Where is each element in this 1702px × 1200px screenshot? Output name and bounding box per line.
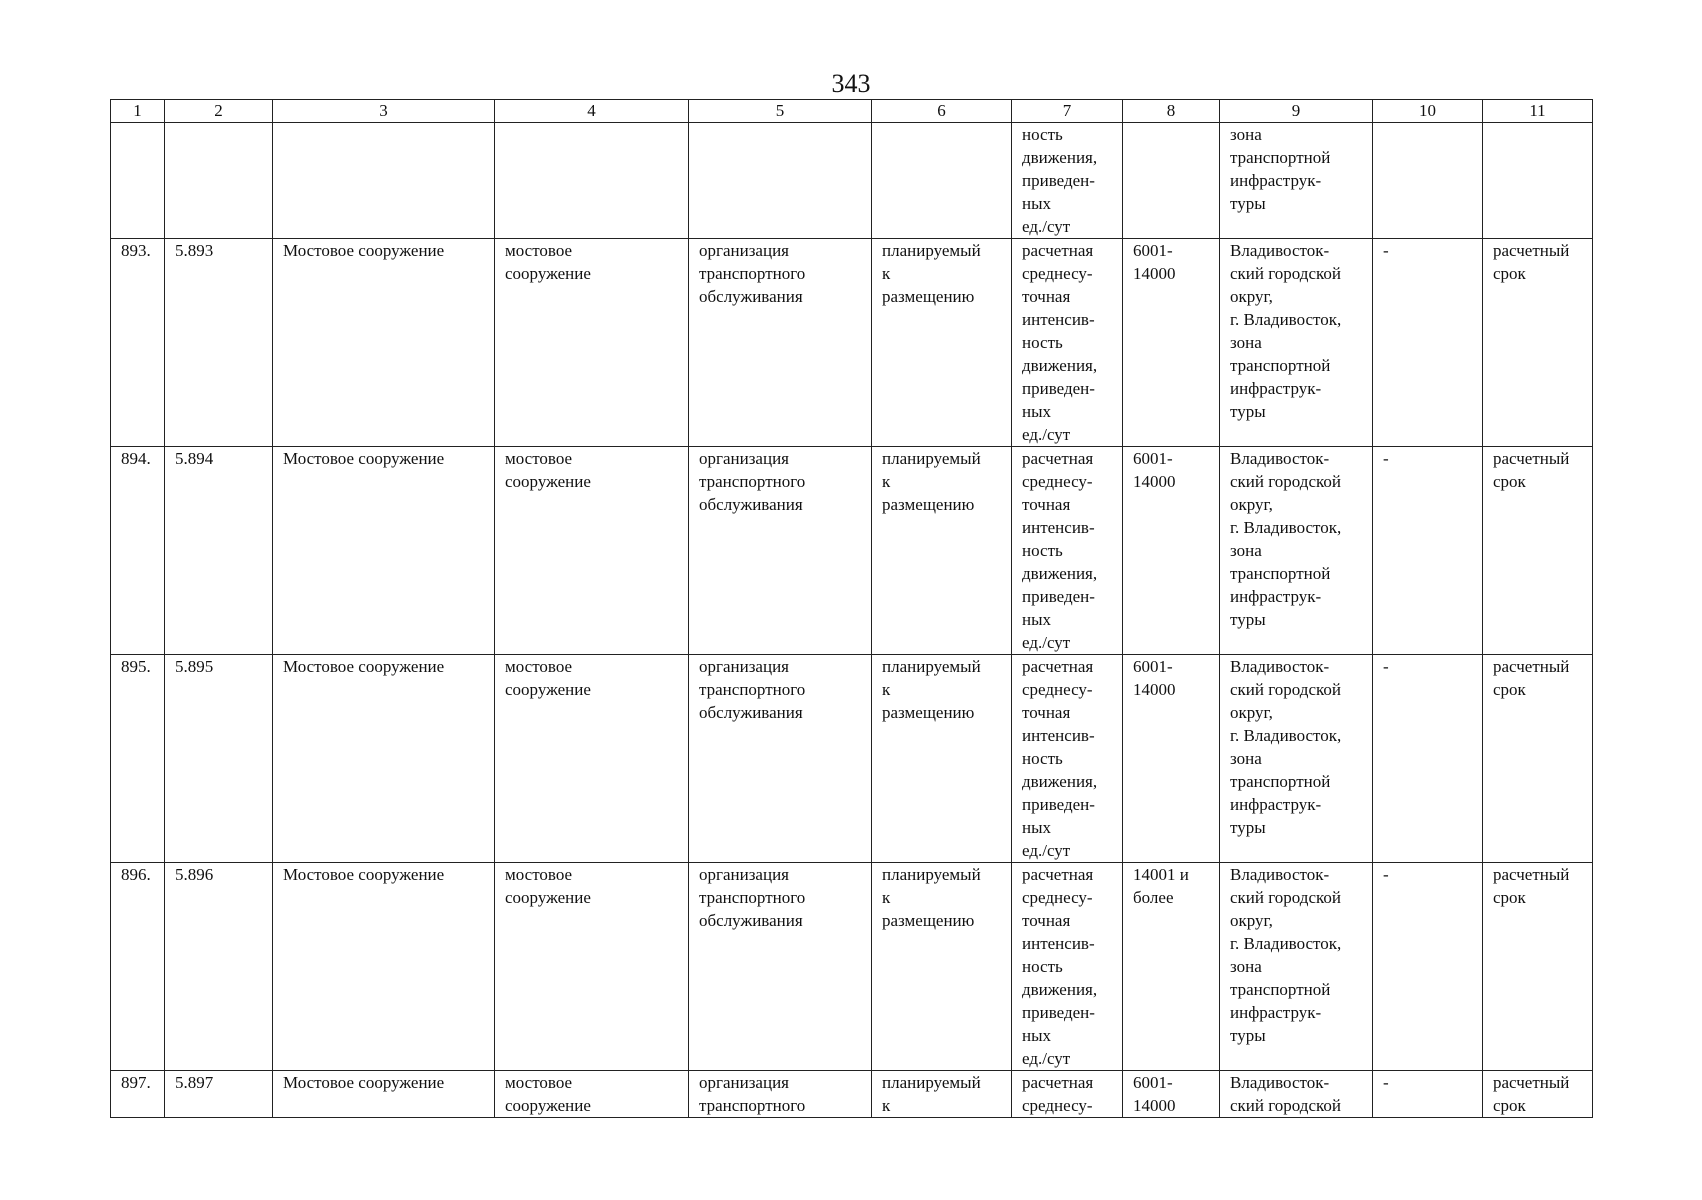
text-line: округ, (1230, 287, 1273, 306)
text-line: срок (1493, 1096, 1526, 1115)
text-line: г. Владивосток, (1230, 518, 1342, 537)
cell (111, 123, 165, 239)
text-line: ский городской (1230, 1096, 1341, 1115)
location-cell (1220, 447, 1373, 655)
text-line: Владивосток- (1230, 865, 1330, 884)
text-line: размещению (882, 703, 975, 722)
text-line: расчетный (1493, 449, 1570, 468)
text-line: Владивосток- (1230, 1073, 1330, 1092)
text-line: 14001 и (1133, 865, 1189, 884)
purpose-cell (689, 863, 872, 1071)
row-number-cell: 893. (111, 239, 165, 447)
text-line: обслуживания (699, 495, 803, 514)
purpose-cell (689, 1071, 872, 1118)
text-line: к (882, 1096, 891, 1115)
value-cell (1123, 1071, 1220, 1118)
text-line: туры (1230, 402, 1266, 421)
text-line: срок (1493, 888, 1526, 907)
text-line: точная (1022, 495, 1071, 514)
text-line: сооружение (505, 264, 591, 283)
text-line: к (882, 264, 891, 283)
column-header: 7 (1012, 100, 1123, 123)
purpose-cell (689, 655, 872, 863)
object-type-cell (495, 239, 689, 447)
text-line: расчетный (1493, 1073, 1570, 1092)
text-line: интенсив- (1022, 726, 1095, 745)
object-name-cell: Мостовое сооружение (273, 447, 495, 655)
text-line: 14000 (1133, 264, 1176, 283)
text-line: организация (699, 1073, 789, 1092)
object-type-cell (495, 1071, 689, 1118)
text-line: г. Владивосток, (1230, 934, 1342, 953)
text-line: обслуживания (699, 287, 803, 306)
text-line: точная (1022, 911, 1071, 930)
text-line: приведен- (1022, 171, 1095, 190)
text-line: мостовое (505, 1073, 573, 1092)
text-line: инфраструк- (1230, 379, 1322, 398)
column-header: 3 (273, 100, 495, 123)
text-line: ность (1022, 333, 1063, 352)
text-line: движения, (1022, 772, 1098, 791)
text-line: округ, (1230, 495, 1273, 514)
purpose-cell (689, 447, 872, 655)
text-line: расчетный (1493, 241, 1570, 260)
text-line: ед./сут (1022, 425, 1071, 444)
text-line: инфраструк- (1230, 171, 1322, 190)
text-line: сооружение (505, 1096, 591, 1115)
text-line: среднесу- (1022, 472, 1093, 491)
column-header: 1 (111, 100, 165, 123)
term-cell (1483, 863, 1593, 1071)
object-code-cell: 5.895 (165, 655, 273, 863)
text-line: ский городской (1230, 680, 1341, 699)
row-number-cell: 897. (111, 1071, 165, 1118)
row-number-cell: 896. (111, 863, 165, 1071)
object-name-cell: Мостовое сооружение (273, 863, 495, 1071)
text-line: интенсив- (1022, 934, 1095, 953)
text-line: зона (1230, 125, 1262, 144)
column-10-cell: - (1373, 1071, 1483, 1118)
text-line: Владивосток- (1230, 241, 1330, 260)
column-header: 4 (495, 100, 689, 123)
text-line: срок (1493, 264, 1526, 283)
text-line: планируемый (882, 657, 981, 676)
table-row (111, 447, 1593, 655)
text-line: г. Владивосток, (1230, 310, 1342, 329)
characteristic-cell (1012, 655, 1123, 863)
text-line: сооружение (505, 680, 591, 699)
object-code-cell: 5.896 (165, 863, 273, 1071)
text-line: ных (1022, 194, 1052, 213)
continuation-row (111, 123, 1593, 239)
text-line: туры (1230, 1026, 1266, 1045)
column-10-cell: - (1373, 239, 1483, 447)
text-line: точная (1022, 703, 1071, 722)
status-cell (872, 655, 1012, 863)
text-line: срок (1493, 680, 1526, 699)
value-cell (1123, 239, 1220, 447)
text-line: расчетный (1493, 657, 1570, 676)
value-cell (1123, 863, 1220, 1071)
text-line: ность (1022, 541, 1063, 560)
location-cell (1220, 655, 1373, 863)
column-10-cell: - (1373, 863, 1483, 1071)
table-row (111, 239, 1593, 447)
text-line: транспортной (1230, 772, 1331, 791)
text-line: интенсив- (1022, 310, 1095, 329)
text-line: планируемый (882, 1073, 981, 1092)
text-line: сооружение (505, 888, 591, 907)
text-line: расчетная (1022, 657, 1094, 676)
column-10-cell: - (1373, 655, 1483, 863)
text-line: приведен- (1022, 379, 1095, 398)
text-line: среднесу- (1022, 680, 1093, 699)
text-line: Владивосток- (1230, 449, 1330, 468)
text-line: расчетная (1022, 241, 1094, 260)
text-line: ед./сут (1022, 633, 1071, 652)
text-line: ность (1022, 957, 1063, 976)
column-header: 2 (165, 100, 273, 123)
term-cell (1483, 239, 1593, 447)
text-line: движения, (1022, 148, 1098, 167)
text-line: г. Владивосток, (1230, 726, 1342, 745)
location-cell (1220, 1071, 1373, 1118)
text-line: расчетная (1022, 1073, 1094, 1092)
text-line: приведен- (1022, 587, 1095, 606)
text-line: организация (699, 657, 789, 676)
text-line: 6001- (1133, 241, 1173, 260)
text-line: инфраструк- (1230, 1003, 1322, 1022)
term-cell (1483, 447, 1593, 655)
text-line: размещению (882, 911, 975, 930)
text-line: ность (1022, 125, 1063, 144)
text-line: сооружение (505, 472, 591, 491)
object-code-cell: 5.893 (165, 239, 273, 447)
status-cell (872, 1071, 1012, 1118)
object-code-cell: 5.897 (165, 1071, 273, 1118)
text-line: зона (1230, 333, 1262, 352)
characteristic-cell (1012, 1071, 1123, 1118)
status-cell (872, 447, 1012, 655)
term-cell (1483, 1071, 1593, 1118)
text-line: туры (1230, 818, 1266, 837)
text-line: транспортной (1230, 980, 1331, 999)
text-line: размещению (882, 495, 975, 514)
page-number: 343 (831, 69, 871, 98)
object-code-cell: 5.894 (165, 447, 273, 655)
text-line: расчетная (1022, 449, 1094, 468)
text-line: транспортной (1230, 356, 1331, 375)
text-line: обслуживания (699, 703, 803, 722)
object-type-cell (495, 447, 689, 655)
text-line: ед./сут (1022, 217, 1071, 236)
object-name-cell: Мостовое сооружение (273, 1071, 495, 1118)
text-line: срок (1493, 472, 1526, 491)
column-header: 11 (1483, 100, 1593, 123)
cell (872, 123, 1012, 239)
text-line: ский городской (1230, 472, 1341, 491)
text-line: туры (1230, 194, 1266, 213)
text-line: зона (1230, 749, 1262, 768)
text-line: планируемый (882, 449, 981, 468)
text-line: округ, (1230, 911, 1273, 930)
text-line: движения, (1022, 356, 1098, 375)
text-line: обслуживания (699, 911, 803, 930)
location-cell (1220, 239, 1373, 447)
text-line: инфраструк- (1230, 795, 1322, 814)
text-line: более (1133, 888, 1174, 907)
text-line: мостовое (505, 449, 573, 468)
row-number-cell: 894. (111, 447, 165, 655)
text-line: 14000 (1133, 472, 1176, 491)
column-header: 8 (1123, 100, 1220, 123)
cell (165, 123, 273, 239)
cell (689, 123, 872, 239)
text-line: среднесу- (1022, 1096, 1093, 1115)
cell (1123, 123, 1220, 239)
column-header: 9 (1220, 100, 1373, 123)
table-body (111, 239, 1593, 1118)
object-type-cell (495, 863, 689, 1071)
cell (1373, 123, 1483, 239)
text-line: транспортного (699, 472, 806, 491)
object-type-cell (495, 655, 689, 863)
text-line: приведен- (1022, 1003, 1095, 1022)
text-line: к (882, 888, 891, 907)
location-cell (1220, 863, 1373, 1071)
text-line: мостовое (505, 657, 573, 676)
cell (273, 123, 495, 239)
status-cell (872, 239, 1012, 447)
text-line: транспортного (699, 888, 806, 907)
text-line: к (882, 472, 891, 491)
text-line: организация (699, 449, 789, 468)
text-line: 14000 (1133, 1096, 1176, 1115)
cell (1483, 123, 1593, 239)
purpose-cell (689, 239, 872, 447)
column-number-header-row (111, 100, 1593, 123)
object-name-cell: Мостовое сооружение (273, 239, 495, 447)
text-line: организация (699, 865, 789, 884)
characteristic-cell (1012, 447, 1123, 655)
text-line: транспортного (699, 1096, 806, 1115)
column-header: 10 (1373, 100, 1483, 123)
text-line: движения, (1022, 564, 1098, 583)
object-name-cell: Мостовое сооружение (273, 655, 495, 863)
column-header: 6 (872, 100, 1012, 123)
text-line: округ, (1230, 703, 1273, 722)
text-line: движения, (1022, 980, 1098, 999)
text-line: транспортного (699, 680, 806, 699)
text-line: среднесу- (1022, 888, 1093, 907)
objects-table (110, 99, 1593, 1118)
characteristic-cell (1012, 863, 1123, 1071)
text-line: транспортной (1230, 148, 1331, 167)
term-cell (1483, 655, 1593, 863)
status-cell (872, 863, 1012, 1071)
text-line: 6001- (1133, 449, 1173, 468)
text-line: ность (1022, 749, 1063, 768)
text-line: транспортного (699, 264, 806, 283)
text-line: ных (1022, 610, 1052, 629)
column-header: 5 (689, 100, 872, 123)
text-line: интенсив- (1022, 518, 1095, 537)
cell (495, 123, 689, 239)
location-cell (1220, 123, 1373, 239)
text-line: расчетный (1493, 865, 1570, 884)
text-line: инфраструк- (1230, 587, 1322, 606)
text-line: расчетная (1022, 865, 1094, 884)
table-row (111, 1071, 1593, 1118)
text-line: планируемый (882, 241, 981, 260)
text-line: 14000 (1133, 680, 1176, 699)
value-cell (1123, 447, 1220, 655)
text-line: ных (1022, 1026, 1052, 1045)
text-line: ед./сут (1022, 841, 1071, 860)
text-line: организация (699, 241, 789, 260)
characteristic-cell (1012, 123, 1123, 239)
column-10-cell: - (1373, 447, 1483, 655)
text-line: транспортной (1230, 564, 1331, 583)
table-row (111, 863, 1593, 1071)
text-line: ных (1022, 402, 1052, 421)
characteristic-cell (1012, 239, 1123, 447)
text-line: точная (1022, 287, 1071, 306)
text-line: ед./сут (1022, 1049, 1071, 1068)
text-line: зона (1230, 541, 1262, 560)
text-line: планируемый (882, 865, 981, 884)
text-line: мостовое (505, 865, 573, 884)
text-line: Владивосток- (1230, 657, 1330, 676)
text-line: 6001- (1133, 1073, 1173, 1092)
text-line: ных (1022, 818, 1052, 837)
text-line: ский городской (1230, 888, 1341, 907)
text-line: 6001- (1133, 657, 1173, 676)
text-line: среднесу- (1022, 264, 1093, 283)
text-line: размещению (882, 287, 975, 306)
table-row (111, 655, 1593, 863)
text-line: туры (1230, 610, 1266, 629)
value-cell (1123, 655, 1220, 863)
text-line: ский городской (1230, 264, 1341, 283)
text-line: к (882, 680, 891, 699)
text-line: зона (1230, 957, 1262, 976)
text-line: мостовое (505, 241, 573, 260)
row-number-cell: 895. (111, 655, 165, 863)
text-line: приведен- (1022, 795, 1095, 814)
